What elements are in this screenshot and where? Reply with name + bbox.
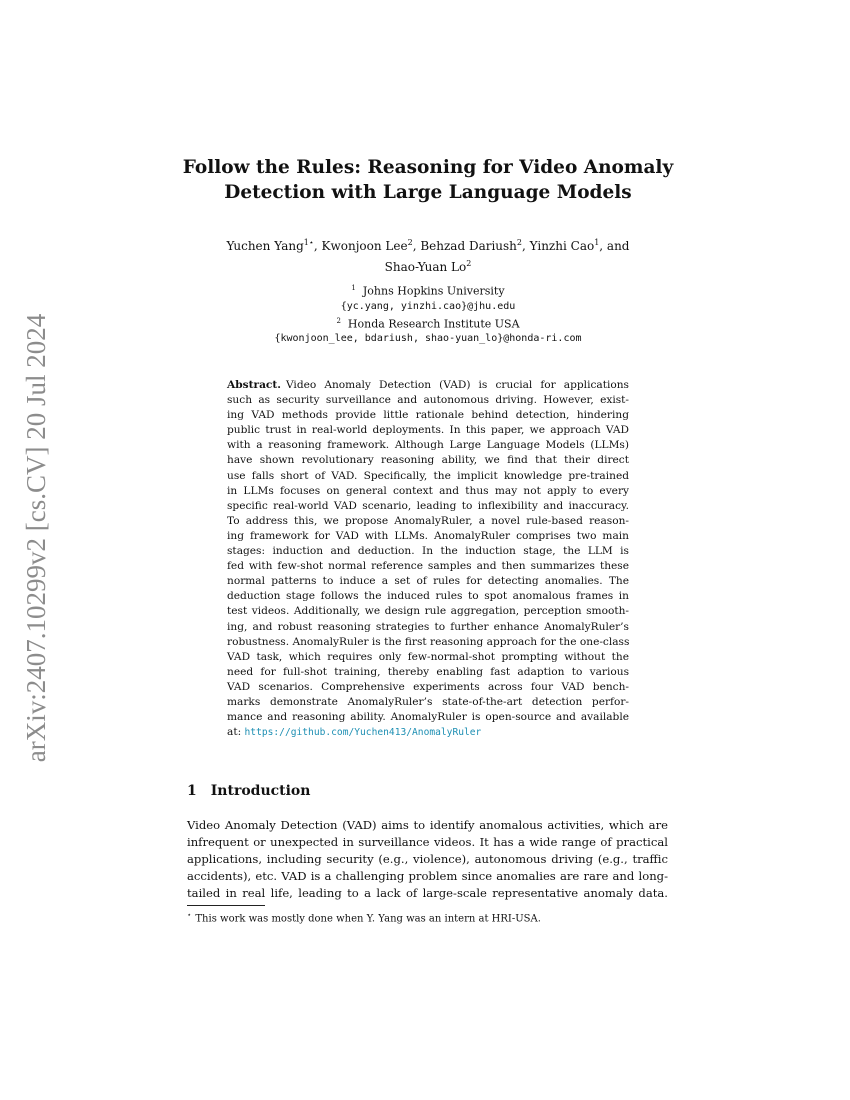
author-separator: , <box>313 239 322 253</box>
abstract-line: ing, and robust reasoning strategies to further enhance AnomalyRuler’s <box>227 620 629 633</box>
author-separator: , and <box>599 239 630 253</box>
footnote-mark: ⋆ <box>187 911 192 919</box>
section-number: 1 <box>187 783 197 799</box>
affiliation <box>170 281 686 299</box>
affiliation-name: Honda Research Institute USA <box>347 317 520 331</box>
footnote <box>187 908 541 926</box>
abstract-line: use falls short of VAD. Specifically, the implicit knowledge pre-trained <box>227 469 629 482</box>
abstract-line: deduction stage follows the induced rules to spot anomalous frames in <box>227 590 629 603</box>
paper-title <box>170 155 686 205</box>
abstract-line-text: Video Anomaly Detection (VAD) is crucial for applications <box>285 379 629 391</box>
author-name: Yuchen Yang <box>226 239 304 253</box>
author-affiliation-mark: 2 <box>516 238 523 247</box>
paragraph-line: applications, including security (e.g., violence), autonomous driving (e.g., traffic <box>187 852 668 866</box>
abstract-line <box>227 725 629 740</box>
author-name: Yinzhi Cao <box>529 239 595 253</box>
paragraph-line: infrequent or unexpected in surveillance videos. It has a wide range of practical <box>187 835 668 849</box>
author-affiliation-mark: 1⋆ <box>303 238 314 247</box>
abstract-line: fed with few-shot normal reference samples and then summarizes these <box>227 560 629 573</box>
author-name: Kwonjoon Lee <box>321 239 408 253</box>
abstract-line: public trust in real-world deployments. In this paper, we approach VAD <box>227 424 629 437</box>
abstract-line: VAD scenarios. Comprehensive experiments across four VAD bench- <box>227 680 629 693</box>
abstract-line <box>227 378 629 393</box>
abstract-line: test videos. Additionally, we design rule aggregation, perception smooth- <box>227 605 629 618</box>
abstract-line: VAD task, which requires only few-normal-shot prompting without the <box>227 650 629 663</box>
abstract-line: normal patterns to induce a set of rules for detecting anomalies. The <box>227 575 629 588</box>
author-affiliation-mark: 2 <box>466 259 472 268</box>
introduction-paragraph <box>187 817 668 902</box>
abstract-line: To address this, we propose AnomalyRuler, a novel rule-based reason- <box>227 514 629 527</box>
abstract-label: Abstract. <box>227 379 281 391</box>
arxiv-id-text: arXiv:2407.10299v2 [cs.CV] 20 Jul 2024 <box>21 313 51 763</box>
author-separator: , <box>522 239 530 253</box>
section-heading-introduction <box>187 783 310 799</box>
footnote-divider <box>187 905 265 906</box>
author-separator: , <box>412 239 421 253</box>
footnote-text: This work was mostly done when Y. Yang was an intern at HRI-USA. <box>195 913 541 925</box>
abstract-link-prefix: at: <box>227 726 245 739</box>
author-list <box>170 234 686 276</box>
paragraph-line: accidents), etc. VAD is a challenging problem since anomalies are rare and long- <box>187 869 668 883</box>
author-affiliation-mark: 2 <box>407 238 413 247</box>
abstract-line: specific real-world VAD scenario, leading to inflexibility and inaccuracy. <box>227 499 629 512</box>
abstract-line: ing framework for VAD with LLMs. AnomalyRuler comprises two main <box>227 529 629 542</box>
abstract <box>227 378 629 740</box>
author-affiliation-mark: 1 <box>594 238 600 247</box>
abstract-line: stages: induction and deduction. In the induction stage, the LLM is <box>227 545 629 558</box>
abstract-line: marks demonstrate AnomalyRuler’s state-of-the-art detection perfor- <box>227 695 629 708</box>
paragraph-line: tailed in real life, leading to a lack of large-scale representative anomaly data. <box>187 886 668 900</box>
abstract-line: mance and reasoning ability. AnomalyRuler is open-source and available <box>227 711 629 724</box>
affiliation-mark: 2 <box>336 316 341 325</box>
author-name: Behzad Dariush <box>420 239 517 253</box>
abstract-line: have shown revolutionary reasoning ability, we find that their direct <box>227 454 629 467</box>
affiliation-list <box>170 281 686 346</box>
affiliation-email: {yc.yang, yinzhi.cao}@jhu.edu <box>340 300 516 312</box>
affiliation <box>170 314 686 332</box>
author-name: Shao-Yuan Lo <box>384 260 467 274</box>
abstract-line: such as security surveillance and autonomous driving. However, exist- <box>227 394 629 407</box>
arxiv-identifier-stamp <box>16 298 56 778</box>
affiliation-mark: 1 <box>351 284 356 292</box>
affiliation-email: {kwonjoon_lee, bdariush, shao-yuan_lo}@honda-ri.com <box>274 333 582 345</box>
github-repository-link[interactable]: https://github.com/Yuchen413/AnomalyRuler <box>244 727 482 739</box>
abstract-line: need for full-shot training, thereby enabling fast adaption to various <box>227 665 629 678</box>
abstract-line: robustness. AnomalyRuler is the first reasoning approach for the one-class <box>227 635 630 648</box>
abstract-line: ing VAD methods provide little rationale behind detection, hindering <box>227 409 629 422</box>
abstract-line: with a reasoning framework. Although Large Language Models (LLMs) <box>227 439 629 452</box>
abstract-line: in LLMs focuses on general context and thus may not apply to every <box>227 484 629 497</box>
section-title: Introduction <box>210 783 311 799</box>
affiliation-name: Johns Hopkins University <box>362 284 505 298</box>
title-line-1: Follow the Rules: Reasoning for Video Anomaly <box>182 157 674 178</box>
title-line-2: Detection with Large Language Models <box>224 182 632 203</box>
paragraph-line: Video Anomaly Detection (VAD) aims to identify anomalous activities, which are <box>187 818 668 832</box>
